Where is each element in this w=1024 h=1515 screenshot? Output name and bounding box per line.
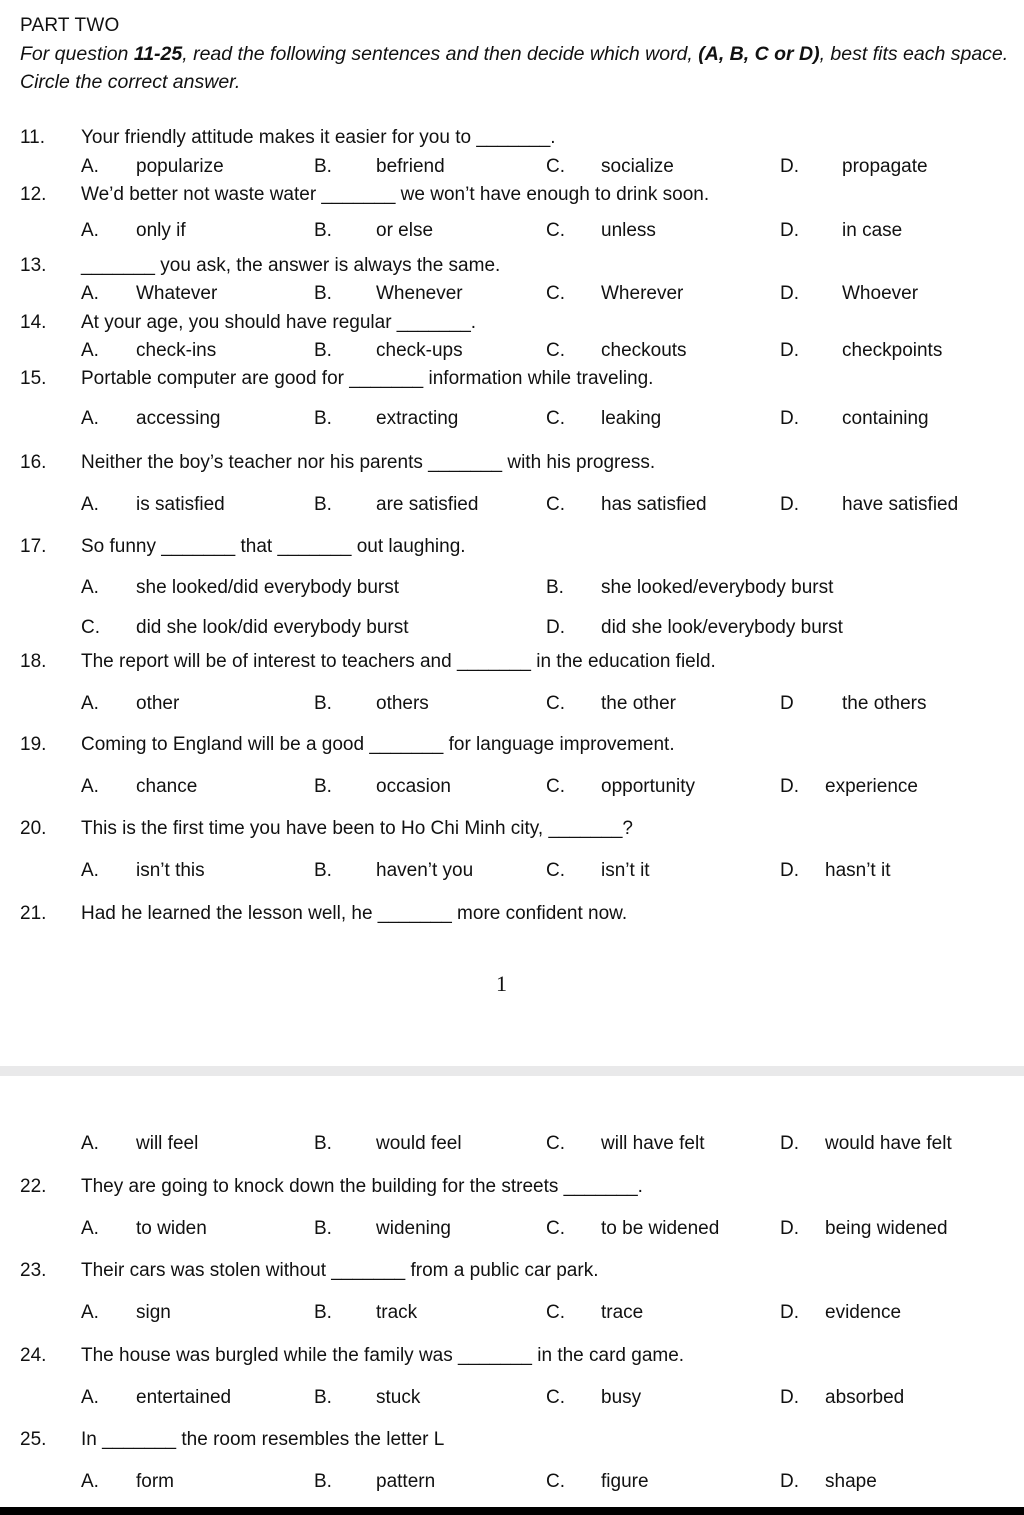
option-c-letter: C. [546, 1218, 565, 1239]
option-c[interactable]: will have felt [601, 1133, 705, 1154]
option-b[interactable]: occasion [376, 776, 451, 797]
option-a-letter: A. [81, 860, 99, 881]
option-b[interactable]: extracting [376, 408, 459, 429]
section-title: PART TWO [20, 15, 120, 36]
option-c-letter: C. [546, 1471, 565, 1492]
question-number: 22. [20, 1176, 47, 1197]
option-a-letter: A. [81, 1387, 99, 1408]
question-text: Had he learned the lesson well, he _______ more confident now. [81, 903, 628, 924]
option-c[interactable]: busy [601, 1387, 642, 1408]
option-d[interactable]: hasn’t it [825, 860, 891, 881]
question-number: 24. [20, 1345, 47, 1366]
question-number: 25. [20, 1429, 47, 1450]
option-a-letter: A. [81, 408, 99, 429]
question-number: 14. [20, 312, 47, 333]
option-a-letter: A. [81, 1302, 99, 1323]
question-text: Coming to England will be a good _______ for language improvement. [81, 734, 675, 755]
question-text: _______ you ask, the answer is always the same. [81, 255, 501, 276]
option-c-letter: C. [546, 860, 565, 881]
option-b[interactable]: Whenever [376, 283, 463, 304]
option-c[interactable]: trace [601, 1302, 644, 1323]
option-b-letter: B. [314, 776, 332, 797]
option-c[interactable]: has satisfied [601, 494, 707, 515]
option-a-letter: A. [81, 577, 99, 598]
option-c-letter: C. [546, 776, 565, 797]
option-d[interactable]: evidence [825, 1302, 902, 1323]
option-b[interactable]: widening [376, 1218, 451, 1239]
option-d[interactable]: experience [825, 776, 918, 797]
option-a[interactable]: to widen [136, 1218, 207, 1239]
option-a[interactable]: form [136, 1471, 174, 1492]
option-c[interactable]: isn’t it [601, 860, 650, 881]
option-a-letter: A. [81, 1471, 99, 1492]
instructions-mid: , read the following sentences and then decide which word, [182, 43, 699, 65]
question-text: Their cars was stolen without _______ from a public car park. [81, 1260, 599, 1281]
option-b-letter: B. [314, 1302, 332, 1323]
question-text: Your friendly attitude makes it easier for you to _______. [81, 127, 556, 148]
option-a[interactable]: popularize [136, 156, 224, 177]
option-a[interactable]: entertained [136, 1387, 232, 1408]
instructions-range: 11-25 [133, 43, 183, 65]
option-a[interactable]: only if [136, 220, 186, 241]
option-a-letter: A. [81, 494, 99, 515]
option-d-letter: D. [546, 617, 565, 638]
option-c-letter: C. [546, 1302, 565, 1323]
option-c[interactable]: unless [601, 220, 656, 241]
option-c-letter: C. [546, 156, 565, 177]
option-b[interactable]: pattern [376, 1471, 436, 1492]
option-b-letter: B. [314, 1133, 332, 1154]
question-text: They are going to knock down the building for the streets _______. [81, 1176, 643, 1197]
option-a[interactable]: isn’t this [136, 860, 205, 881]
option-b[interactable]: would feel [376, 1133, 462, 1154]
option-d[interactable]: Whoever [842, 283, 919, 304]
option-d-letter: D. [780, 1133, 799, 1154]
option-b-letter: B. [314, 693, 332, 714]
option-b-letter: B. [314, 220, 332, 241]
option-b[interactable]: track [376, 1302, 418, 1323]
bottom-edge [0, 1507, 1024, 1515]
option-d[interactable]: checkpoints [842, 340, 943, 361]
option-d[interactable]: in case [842, 220, 903, 241]
option-c[interactable]: figure [601, 1471, 649, 1492]
option-c[interactable]: did she look/did everybody burst [136, 617, 409, 638]
question-text: At your age, you should have regular _______. [81, 312, 477, 333]
option-b-letter: B. [314, 1218, 332, 1239]
question-text: So funny _______ that _______ out laughing. [81, 536, 466, 557]
question-text: The house was burgled while the family was _______ in the card game. [81, 1345, 685, 1366]
option-d-letter: D. [780, 220, 799, 241]
option-d-letter: D. [780, 156, 799, 177]
option-c[interactable]: opportunity [601, 776, 696, 797]
option-b[interactable]: others [376, 693, 429, 714]
option-a-letter: A. [81, 283, 99, 304]
instructions-choices: (A, B, C or D) [698, 43, 820, 65]
question-text: The report will be of interest to teachers and _______ in the education field. [81, 651, 716, 672]
option-c-letter: C. [546, 494, 565, 515]
instructions-pre: For question [20, 43, 134, 65]
option-a[interactable]: check-ins [136, 340, 217, 361]
option-d[interactable]: propagate [842, 156, 928, 177]
option-b[interactable]: check-ups [376, 340, 463, 361]
option-d[interactable]: would have felt [825, 1133, 952, 1154]
option-d-letter: D. [780, 776, 799, 797]
question-number: 23. [20, 1260, 47, 1281]
option-d[interactable]: being widened [825, 1218, 948, 1239]
question-number: 17. [20, 536, 47, 557]
option-c-letter: C. [546, 220, 565, 241]
option-b[interactable]: are satisfied [376, 494, 479, 515]
question-text: In _______ the room resembles the letter L [81, 1429, 445, 1450]
question-text: Neither the boy’s teacher nor his parents _______ with his progress. [81, 452, 656, 473]
page-break [0, 1066, 1024, 1076]
option-b[interactable]: or else [376, 220, 434, 241]
option-a-letter: A. [81, 1218, 99, 1239]
question-number: 15. [20, 368, 47, 389]
option-d-letter: D. [780, 494, 799, 515]
question-number: 18. [20, 651, 47, 672]
question-text: We’d better not waste water _______ we won’t have enough to drink soon. [81, 184, 710, 205]
option-c[interactable]: to be widened [601, 1218, 720, 1239]
option-b-letter: B. [314, 156, 332, 177]
option-a[interactable]: Whatever [136, 283, 218, 304]
option-b-letter: B. [314, 1387, 332, 1408]
option-c-letter: C. [546, 1387, 565, 1408]
option-d[interactable]: have satisfied [842, 494, 959, 515]
option-c-letter: C. [546, 408, 565, 429]
option-b-letter: B. [314, 340, 332, 361]
option-b[interactable]: stuck [376, 1387, 421, 1408]
option-b-letter: B. [314, 283, 332, 304]
question-number: 13. [20, 255, 47, 276]
option-d-letter: D. [780, 860, 799, 881]
option-a[interactable]: accessing [136, 408, 221, 429]
question-number: 12. [20, 184, 47, 205]
question-number: 11. [20, 127, 46, 148]
option-c[interactable]: the other [601, 693, 676, 714]
question-number: 20. [20, 818, 47, 839]
question-number: 16. [20, 452, 47, 473]
page-number: 1 [496, 971, 507, 996]
option-d-letter: D. [780, 1387, 799, 1408]
option-d-letter: D. [780, 1218, 799, 1239]
option-a-letter: A. [81, 693, 99, 714]
option-c-letter: C. [546, 693, 565, 714]
option-d-letter: D. [780, 340, 799, 361]
option-c-letter: C. [546, 1133, 565, 1154]
option-d[interactable]: the others [842, 693, 927, 714]
option-b[interactable]: she looked/everybody burst [601, 577, 834, 598]
option-a[interactable]: will feel [136, 1133, 199, 1154]
option-c-letter: C. [546, 340, 565, 361]
option-d[interactable]: did she look/everybody burst [601, 617, 843, 638]
option-d[interactable]: absorbed [825, 1387, 905, 1408]
option-d-letter: D. [780, 1471, 799, 1492]
option-b-letter: B. [546, 577, 564, 598]
option-d-letter: D. [780, 1302, 799, 1323]
option-a[interactable]: she looked/did everybody burst [136, 577, 399, 598]
option-d[interactable]: shape [825, 1471, 877, 1492]
instructions-post: , best fits each space. Circle the correct answer. [20, 43, 1009, 93]
instructions [20, 40, 1010, 96]
question-text: Portable computer are good for _______ information while traveling. [81, 368, 654, 389]
option-a-letter: A. [81, 776, 99, 797]
option-c-letter: C. [546, 283, 565, 304]
option-c[interactable]: Wherever [601, 283, 684, 304]
option-d-letter: D. [780, 408, 799, 429]
question-number: 21. [20, 903, 47, 924]
option-a-letter: A. [81, 340, 99, 361]
option-a[interactable]: is satisfied [136, 494, 225, 515]
question-text: This is the first time you have been to Ho Chi Minh city, _______? [81, 818, 633, 839]
option-a-letter: A. [81, 156, 99, 177]
question-number: 19. [20, 734, 47, 755]
option-c[interactable]: socialize [601, 156, 674, 177]
option-a-letter: A. [81, 1133, 99, 1154]
option-d-letter: D [780, 693, 794, 714]
option-b-letter: B. [314, 408, 332, 429]
option-c[interactable]: leaking [601, 408, 662, 429]
option-c-letter: C. [81, 617, 100, 638]
option-a[interactable]: sign [136, 1302, 171, 1323]
option-d[interactable]: containing [842, 408, 929, 429]
option-b-letter: B. [314, 494, 332, 515]
option-a[interactable]: chance [136, 776, 198, 797]
option-d-letter: D. [780, 283, 799, 304]
option-b-letter: B. [314, 860, 332, 881]
option-b-letter: B. [314, 1471, 332, 1492]
option-a[interactable]: other [136, 693, 180, 714]
option-a-letter: A. [81, 220, 99, 241]
option-b[interactable]: haven’t you [376, 860, 474, 881]
option-b[interactable]: befriend [376, 156, 445, 177]
option-c[interactable]: checkouts [601, 340, 687, 361]
